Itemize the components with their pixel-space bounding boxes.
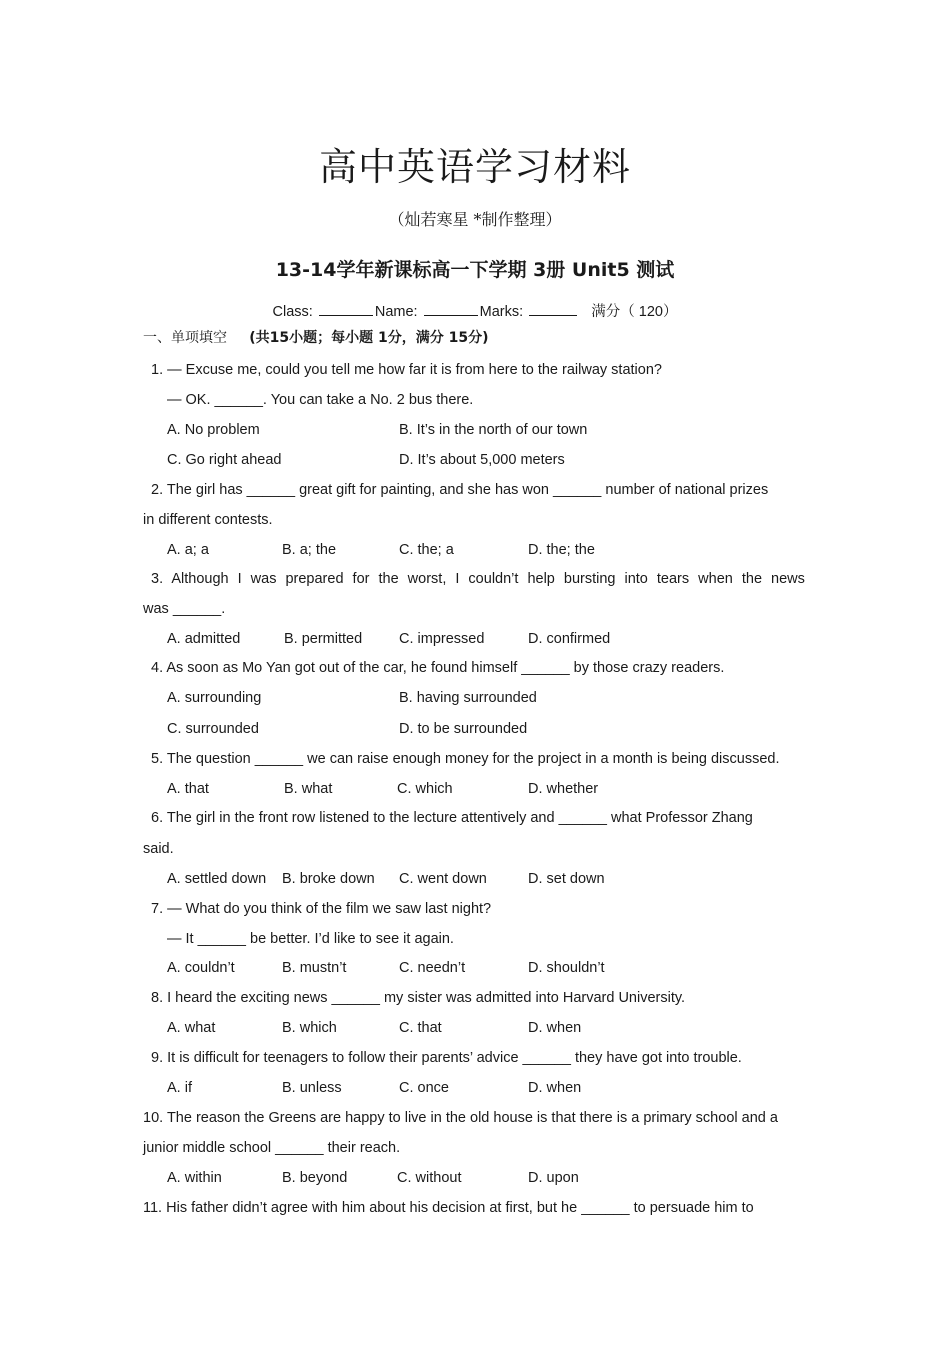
q4-option-c: C. surrounded: [167, 721, 259, 737]
q4-option-a: A. surrounding: [167, 690, 262, 706]
q5-option-b: B. what: [284, 781, 333, 797]
q9-option-d: D. when: [528, 1080, 582, 1096]
question-4-stem: 4. As soon as Mo Yan got out of the car, he found himself ______ by those crazy readers.: [151, 660, 725, 676]
question-3-stem-2: was ______.: [143, 601, 226, 617]
test-title: 13-14学年新课标高一下学期 3册 Unit5 测试: [275, 259, 675, 281]
q1-option-d: D. It’s about 5,000 meters: [399, 452, 565, 468]
q7-option-a: A. couldn’t: [167, 960, 235, 976]
q2-option-b: B. a; the: [282, 542, 337, 558]
student-info-line: [0, 300, 950, 321]
q6-option-d: D. set down: [528, 871, 605, 887]
question-1-stem-2: — OK. ______. You can take a No. 2 bus there.: [167, 392, 474, 408]
question-8-stem: 8. I heard the exciting news ______ my sister was admitted into Harvard University.: [151, 990, 686, 1006]
q6-option-a: A. settled down: [167, 871, 267, 887]
q8-option-a: A. what: [167, 1020, 216, 1036]
q10-option-a: A. within: [167, 1170, 222, 1186]
q5-option-d: D. whether: [528, 781, 599, 797]
full-score: 满分（ 120）: [591, 304, 678, 320]
q2-option-d: D. the; the: [528, 542, 595, 558]
question-2-stem-2: in different contests.: [143, 512, 273, 528]
section-heading: [143, 327, 489, 347]
question-6-stem-2: said.: [143, 841, 174, 857]
q9-option-c: C. once: [399, 1080, 449, 1096]
question-3-stem: 3. Although I was prepared for the worst, I couldn’t help bursting into tears when the news: [151, 571, 805, 587]
q2-option-a: A. a; a: [167, 542, 209, 558]
question-6-stem: 6. The girl in the front row listened to the lecture attentively and ______ what Professor Zhang: [151, 810, 753, 826]
question-7-stem: 7. — What do you think of the film we saw last night?: [151, 901, 492, 917]
main-title: 高中英语学习材料: [318, 145, 631, 189]
q1-option-a: A. No problem: [167, 422, 260, 438]
q6-option-c: C. went down: [399, 871, 487, 887]
q1-option-c: C. Go right ahead: [167, 452, 282, 468]
q1-option-b: B. It’s in the north of our town: [399, 422, 588, 438]
q8-option-d: D. when: [528, 1020, 582, 1036]
question-2-stem: 2. The girl has ______ great gift for painting, and she has won ______ number of national prizes: [151, 482, 769, 498]
class-blank: [319, 303, 373, 316]
name-label: Name:: [374, 304, 418, 320]
section-title: 一、单项填空: [143, 330, 227, 346]
q7-option-b: B. mustn’t: [282, 960, 347, 976]
q8-option-b: B. which: [282, 1020, 337, 1036]
question-7-stem-2: — It ______ be better. I’d like to see it again.: [167, 931, 454, 947]
q3-option-b: B. permitted: [284, 631, 363, 647]
q10-option-d: D. upon: [528, 1170, 579, 1186]
q9-option-a: A. if: [167, 1080, 192, 1096]
q3-option-d: D. confirmed: [528, 631, 611, 647]
question-9-stem: 9. It is difficult for teenagers to follow their parents’ advice ______ they have got into trouble.: [151, 1050, 742, 1066]
question-5-stem: 5. The question ______ we can raise enough money for the project in a month is being discussed.: [151, 751, 780, 767]
name-blank: [424, 303, 478, 316]
q6-option-b: B. broke down: [282, 871, 375, 887]
q4-option-b: B. having surrounded: [399, 690, 537, 706]
q9-option-b: B. unless: [282, 1080, 342, 1096]
q8-option-c: C. that: [399, 1020, 442, 1036]
q5-option-c: C. which: [397, 781, 453, 797]
q10-option-b: B. beyond: [282, 1170, 348, 1186]
marks-blank: [529, 303, 577, 316]
marks-label: Marks:: [479, 304, 524, 320]
q7-option-c: C. needn’t: [399, 960, 466, 976]
q5-option-a: A. that: [167, 781, 209, 797]
q4-option-d: D. to be surrounded: [399, 721, 528, 737]
q2-option-c: C. the; a: [399, 542, 454, 558]
question-11-stem: 11. His father didn’t agree with him about his decision at first, but he ______ to persuade him to: [143, 1200, 754, 1216]
class-label: Class:: [272, 304, 313, 320]
q3-option-c: C. impressed: [399, 631, 485, 647]
question-10-stem-2: junior middle school ______ their reach.: [143, 1140, 401, 1156]
q10-option-c: C. without: [397, 1170, 462, 1186]
q7-option-d: D. shouldn’t: [528, 960, 605, 976]
question-10-stem: 10. The reason the Greens are happy to live in the old house is that there is a primary school and a: [143, 1110, 778, 1126]
section-note: (共15小题；每小题 1分，满分 15分): [249, 330, 489, 346]
question-1-stem: 1. — Excuse me, could you tell me how far it is from here to the railway station?: [151, 362, 662, 378]
subtitle: （灿若寒星 *制作整理）: [388, 210, 562, 229]
q3-option-a: A. admitted: [167, 631, 241, 647]
